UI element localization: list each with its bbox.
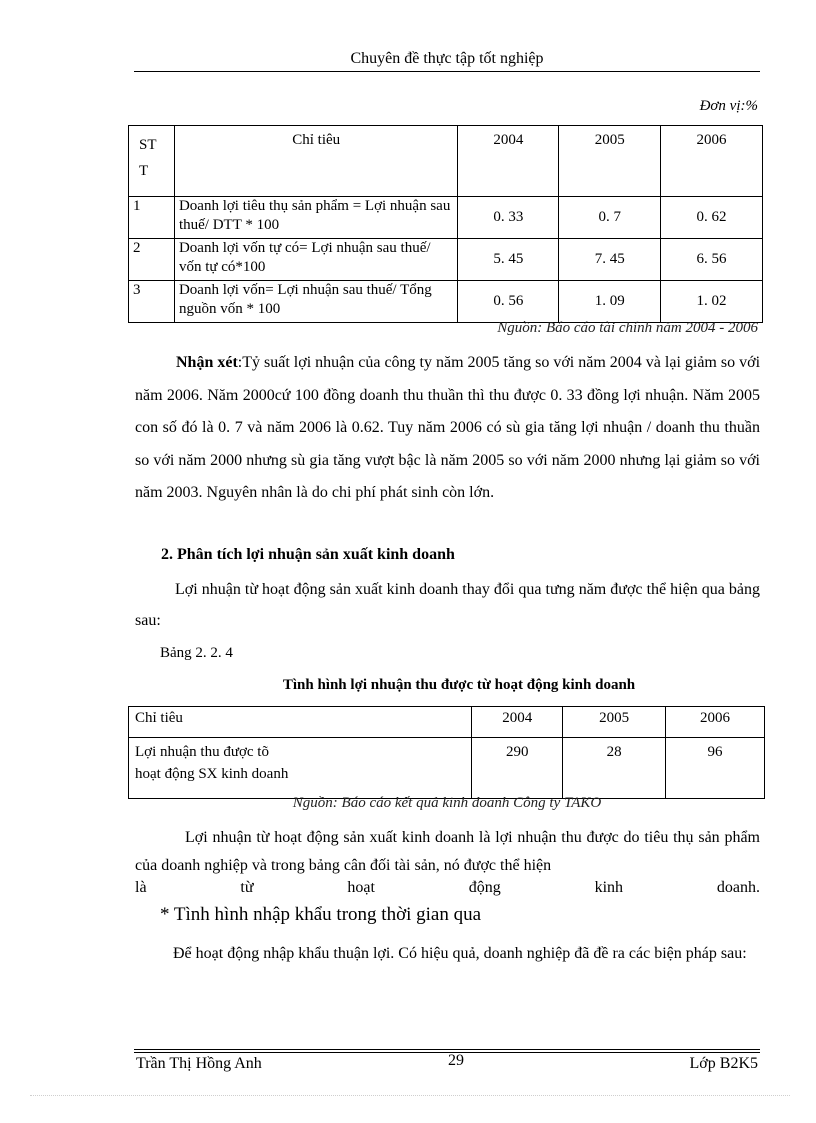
footer-rule bbox=[134, 1052, 760, 1053]
indicator-header: Chỉ tiêu bbox=[174, 126, 457, 197]
stt-cell: 2 bbox=[129, 239, 175, 281]
value-2006: 1. 02 bbox=[661, 281, 763, 323]
value-2005: 7. 45 bbox=[559, 239, 661, 281]
value-2004: 5. 45 bbox=[458, 239, 559, 281]
comment-label: Nhận xét bbox=[176, 354, 238, 371]
table-row bbox=[129, 738, 765, 799]
year-2005-header: 2005 bbox=[563, 707, 666, 738]
year-2006-header: 2006 bbox=[661, 126, 763, 197]
import-subheading: * Tình hình nhập khẩu trong thời gian qua bbox=[160, 904, 482, 925]
profit-explanation-last-line: là từ hoạt động kinh doanh. bbox=[135, 879, 760, 896]
footer-author: Trần Thị Hồng Anh bbox=[136, 1055, 262, 1072]
year-2005-header: 2005 bbox=[559, 126, 661, 197]
section-intro: Lợi nhuận từ hoạt động sản xuất kinh doanh thay đổi qua tưng năm được thể hiện qua bảng sau: bbox=[135, 581, 760, 629]
unit-label: Đơn vị:% bbox=[699, 98, 758, 114]
value-2006: 0. 62 bbox=[661, 197, 763, 239]
table-row bbox=[129, 197, 763, 239]
table-row bbox=[129, 239, 763, 281]
comment-paragraph bbox=[135, 347, 760, 510]
table1-source: Nguồn: Báo cáo tài chính năm 2004 - 2006 bbox=[497, 320, 758, 336]
indicator-header: Chỉ tiêu bbox=[129, 707, 472, 738]
page-edge bbox=[30, 1095, 790, 1096]
page-header-title: Chuyên đề thực tập tốt nghiệp bbox=[350, 50, 544, 67]
year-2006-header: 2006 bbox=[666, 707, 765, 738]
profitability-table bbox=[128, 125, 763, 323]
value-2005: 0. 7 bbox=[559, 197, 661, 239]
footer-rule bbox=[134, 1049, 760, 1050]
stt-cell: 3 bbox=[129, 281, 175, 323]
measures-paragraph: Để hoạt động nhập khẩu thuận lợi. Có hiệu quả, doanh nghiệp đã đề ra các biện pháp sau: bbox=[173, 945, 747, 962]
profit-explanation-paragraph: Lợi nhuận từ hoạt động sản xuất kinh doanh là lợi nhuận thu được do tiêu thụ sản phẩm của doanh nghiệp và trong bảng cân đối tài sản, nó được thể hiện bbox=[135, 829, 760, 874]
value-2006: 6. 56 bbox=[661, 239, 763, 281]
stt-header: ST T bbox=[129, 126, 175, 197]
table-title: Tình hình lợi nhuận thu được từ hoạt động kinh doanh bbox=[282, 677, 636, 693]
stt-cell: 1 bbox=[129, 197, 175, 239]
indicator-cell: Lợi nhuận thu được tõ hoạt động SX kinh doanh bbox=[129, 738, 472, 799]
value-2004: 0. 33 bbox=[458, 197, 559, 239]
indicator-cell: Doanh lợi vốn= Lợi nhuận sau thuế/ Tổng nguồn vốn * 100 bbox=[174, 281, 457, 323]
table-header-row bbox=[129, 707, 765, 738]
table-header-row bbox=[129, 126, 763, 197]
table-row bbox=[129, 281, 763, 323]
value-2006: 96 bbox=[666, 738, 765, 799]
year-2004-header: 2004 bbox=[472, 707, 563, 738]
year-2004-header: 2004 bbox=[458, 126, 559, 197]
value-2005: 28 bbox=[563, 738, 666, 799]
value-2005: 1. 09 bbox=[559, 281, 661, 323]
header-rule bbox=[134, 71, 760, 72]
section-heading: 2. Phân tích lợi nhuận sản xuất kinh doanh bbox=[161, 546, 455, 563]
indicator-cell: Doanh lợi vốn tự có= Lợi nhuận sau thuế/ vốn tự có*100 bbox=[174, 239, 457, 281]
footer-class: Lớp B2K5 bbox=[689, 1055, 758, 1072]
table-caption: Bảng 2. 2. 4 bbox=[160, 645, 233, 661]
comment-text: :Tỷ suất lợi nhuận của công ty năm 2005 tăng so với năm 2004 và lại giảm so với năm 2006. Năm 2000cứ 100 đồng doanh thu thuần thì thu được 0. 33 đồng lợi nhuận. Năm 2005 con số đó là 0. 7 và năm 2006 là 0.62. Tuy năm 2006 có sù gia tăng lợi nhuận / doanh thu thuần so với năm 2000 nhưng sù gia tăng vượt bậc là năm 2005 so với năm 2000 nhưng lại giảm so với năm 2003. Nguyên nhân là do chi phí phát sinh còn lớn. bbox=[135, 354, 761, 501]
value-2004: 290 bbox=[472, 738, 563, 799]
page-number: 29 bbox=[448, 1052, 464, 1069]
business-profit-table bbox=[128, 706, 765, 799]
table2-source: Nguồn: Báo cáo kết quả kinh doanh Công ty TAKO bbox=[292, 795, 602, 811]
value-2004: 0. 56 bbox=[458, 281, 559, 323]
indicator-cell: Doanh lợi tiêu thụ sản phẩm = Lợi nhuận sau thuế/ DTT * 100 bbox=[174, 197, 457, 239]
